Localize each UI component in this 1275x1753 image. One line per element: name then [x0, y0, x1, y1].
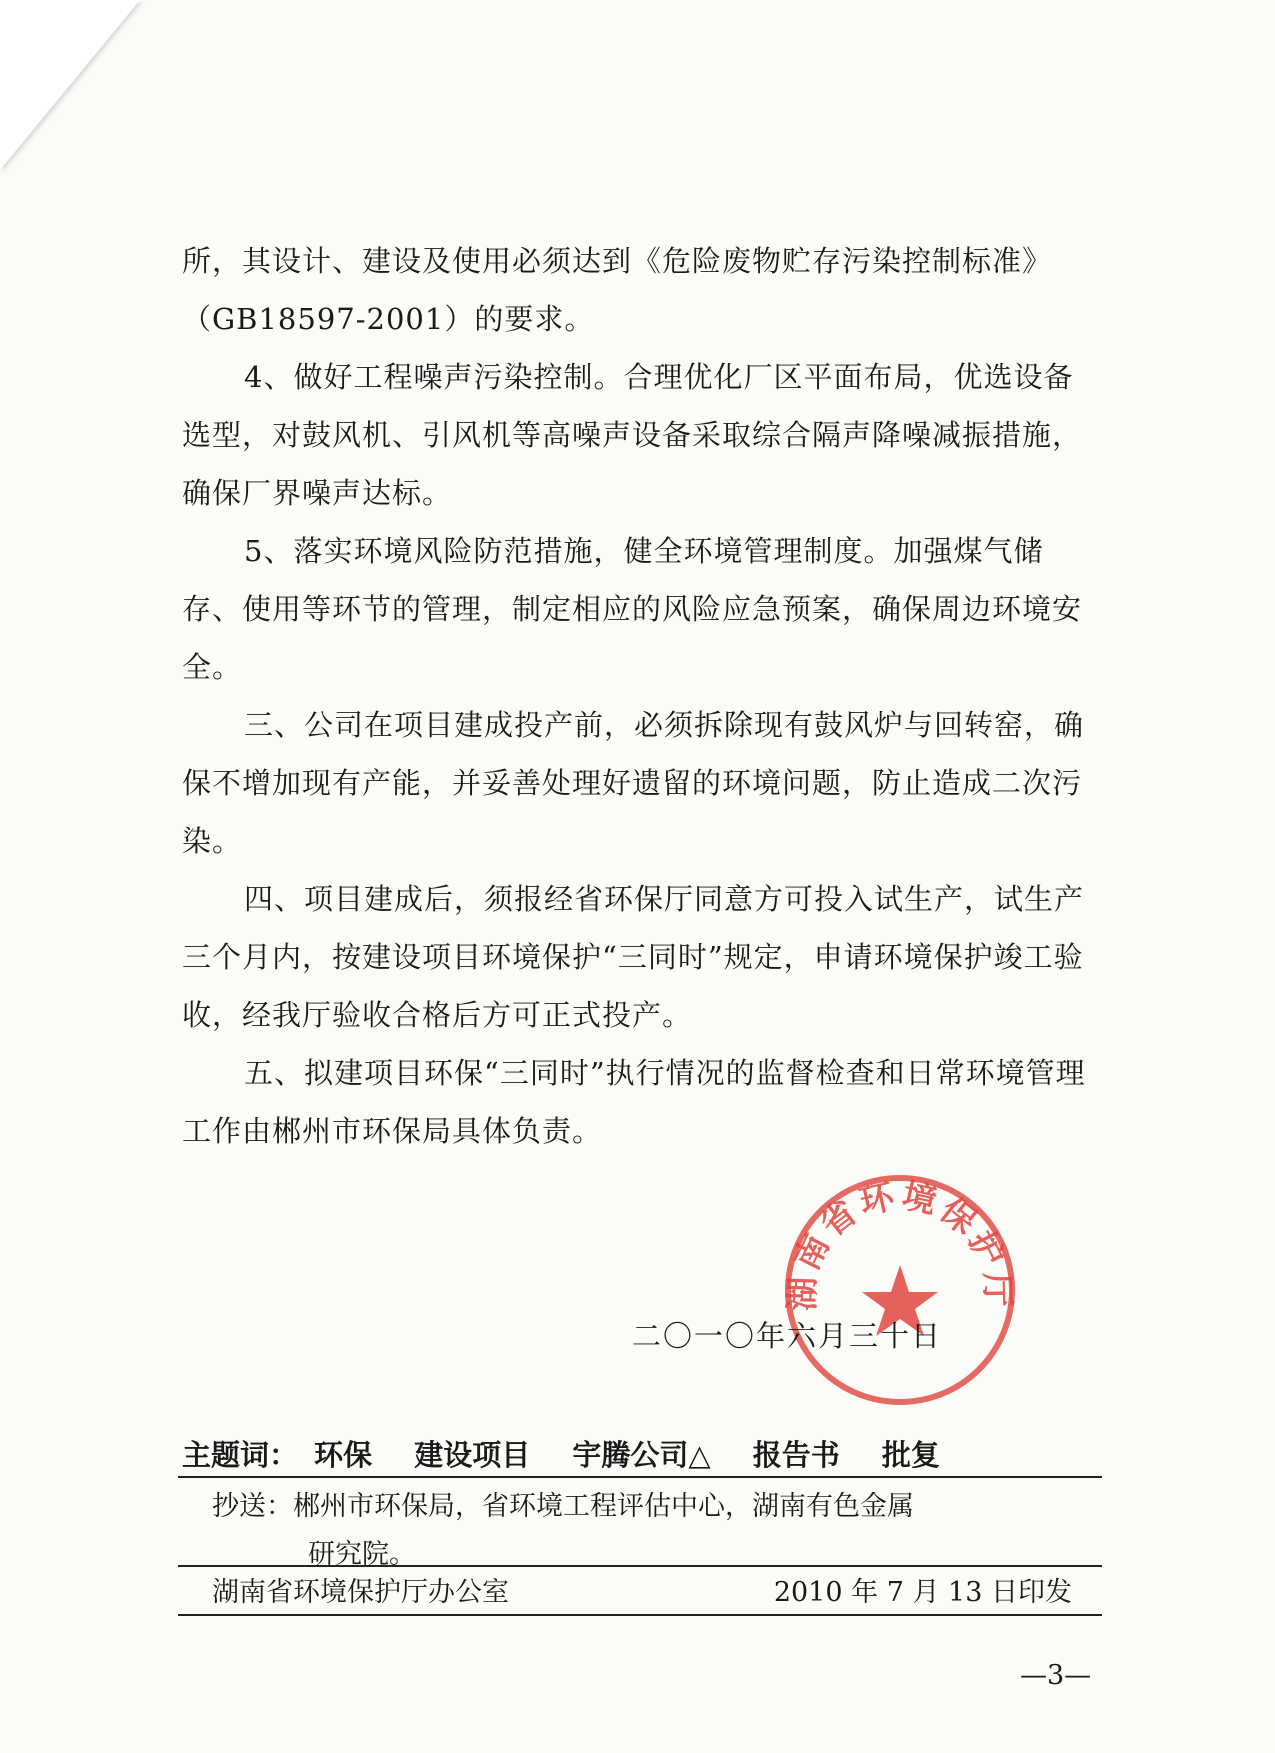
divider-line [178, 1614, 1102, 1616]
issuer-line [212, 1570, 1072, 1609]
paragraph-2: 4、做好工程噪声污染控制。合理优化厂区平面布局，优选设备选型，对鼓风机、引风机等高噪声设备采取综合隔声降噪减振措施，确保厂界噪声达标。 [182, 360, 1083, 510]
paragraph-4: 三、公司在项目建成投产前，必须拆除现有鼓风炉与回转窑，确保不增加现有产能，并妥善处理好遗留的环境问题，防止造成二次污染。 [182, 708, 1085, 858]
copy-to-line-2: 研究院。 [308, 1539, 416, 1570]
issuing-office: 湖南省环境保护厅办公室 [212, 1577, 509, 1608]
paragraph-1: 所，其设计、建设及使用必须达到《危险废物贮存污染控制标准》（GB18597-2001）的要求。 [182, 244, 1053, 336]
copy-to-line-1: 抄送：郴州市环保局，省环境工程评估中心，湖南有色金属 [212, 1491, 914, 1522]
divider-line [178, 1565, 1102, 1567]
keyword: 环保 [314, 1438, 373, 1472]
issue-date: 2010 年 7 月 13 日印发 [773, 1577, 1072, 1608]
seal-text: 湖南省环境保护厅 [782, 1175, 1018, 1312]
paragraph-6: 五、拟建项目环保“三同时”执行情况的监督检查和日常环境管理工作由郴州市环保局具体负责。 [182, 1056, 1086, 1148]
paragraph-5: 四、项目建成后，须报经省环保厅同意方可投入试生产，试生产三个月内，按建设项目环境保护“三同时”规定，申请环境保护竣工验收，经我厅验收合格后方可正式投产。 [182, 882, 1085, 1032]
keyword: 报告书 [752, 1438, 840, 1472]
divider-line [178, 1476, 1102, 1478]
keyword: 批复 [881, 1438, 940, 1472]
keywords-label: 主题词： [182, 1438, 299, 1472]
document-date: 二〇一〇年六月三十日 [632, 1319, 943, 1353]
page-number: —3— [1020, 1660, 1092, 1691]
document-body [182, 232, 1102, 1160]
folded-corner [0, 0, 140, 170]
keywords-line [182, 1433, 1102, 1474]
keyword: 建设项目 [414, 1438, 531, 1472]
official-seal [780, 1170, 1020, 1410]
paragraph-3: 5、落实环境风险防范措施，健全环境管理制度。加强煤气储存、使用等环节的管理，制定相应的风险应急预案，确保周边环境安全。 [182, 534, 1083, 684]
keyword: 宇腾公司△ [572, 1438, 711, 1472]
